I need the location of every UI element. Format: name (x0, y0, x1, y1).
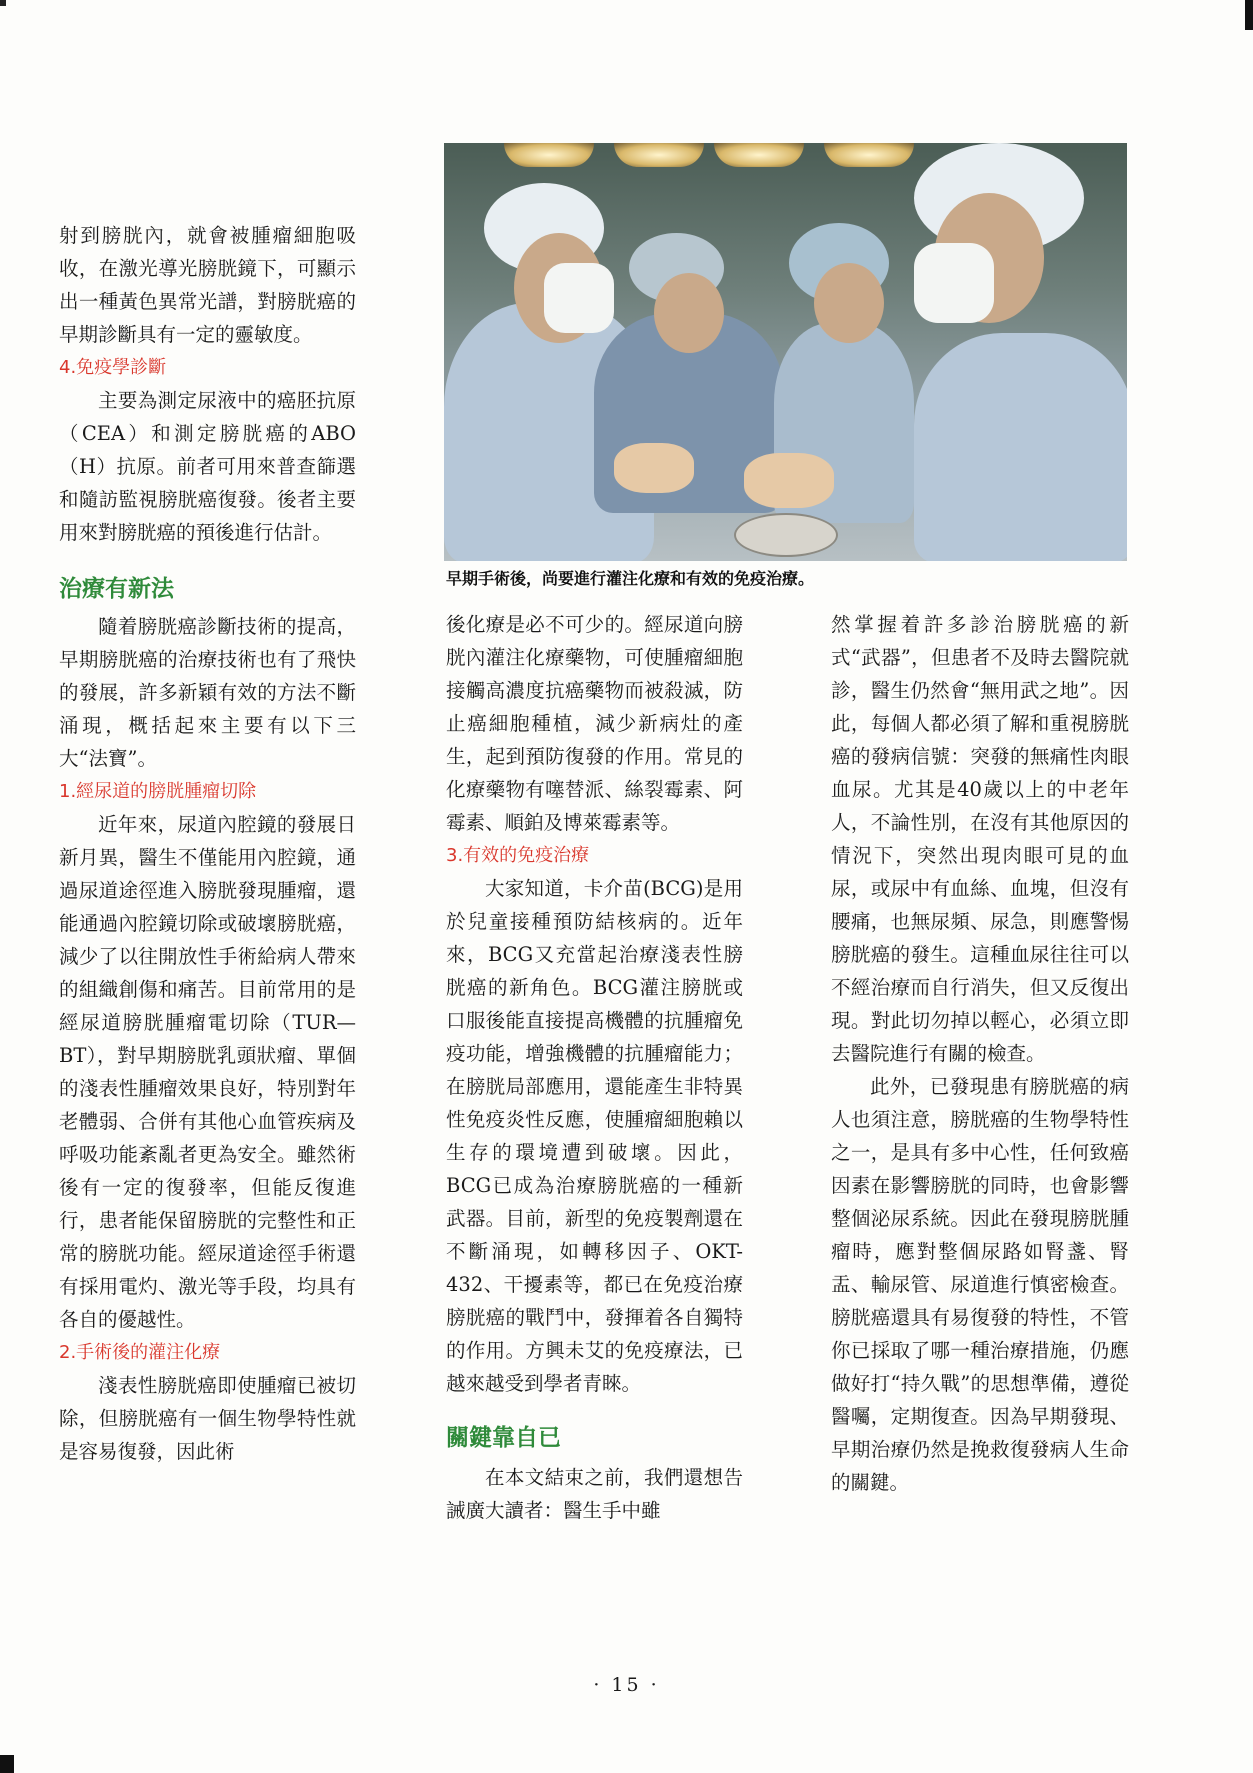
gloved-hand (744, 453, 834, 508)
instrument-tray (734, 513, 838, 557)
paragraph: 近年來，尿道內腔鏡的發展日新月異，醫生不僅能用內腔鏡，通過尿道途徑進入膀胱發現腫瘤，還能通過內腔鏡切除或破壞膀胱癌，減少了以往開放性手術給病人帶來的組織創傷和痛苦。目前常用的是經尿道膀胱腫瘤電切除（TUR—BT），對早期膀胱乳頭狀瘤、單個的淺表性腫瘤效果良好，特別對年老體弱、合併有其他心血管疾病及呼吸功能紊亂者更為安全。雖然術後有一定的復發率，但能反復進行，患者能保留膀胱的完整性和正常的膀胱功能。經尿道途徑手術還有採用電灼、激光等手段，均具有各自的優越性。 (59, 813, 356, 1331)
subheading-immunology-diagnosis: 4.免疫學診斷 (59, 357, 167, 378)
paragraph: 此外，已發現患有膀胱癌的病人也須注意，膀胱癌的生物學特性之一，是具有多中心性，任何致癌因素在影響膀胱的同時，也會影響整個泌尿系統。因此在發現膀胱腫瘤時，應對整個尿路如腎盞、腎盂、輸尿管、尿道進行慎密檢查。膀胱癌還具有易復發的特性，不管你已採取了哪一種治療措施，仍應做好打“持久戰”的思想準備，遵從醫囑，定期復查。因為早期發現、早期治療仍然是挽救復發病人生命的關鍵。 (831, 1075, 1129, 1494)
subheading-perfusion-chemotherapy: 2.手術後的灌注化療 (59, 1342, 221, 1363)
paragraph: 隨着膀胱癌診斷技術的提高，早期膀胱癌的治療技術也有了飛快的發展，許多新穎有效的方法不斷涌現，概括起來主要有以下三大“法寶”。 (59, 615, 356, 770)
paragraph: 主要為測定尿液中的癌胚抗原（CEA）和測定膀胱癌的ABO（H）抗原。前者可用來普查篩選和隨訪監視膀胱癌復發。後者主要用來對膀胱癌的預後進行估計。 (59, 389, 356, 544)
section-heading-new-treatments: 治療有新法 (59, 576, 174, 602)
surgeon-figure (544, 263, 614, 333)
gloved-hand (614, 443, 694, 493)
surgeon-figure (914, 243, 994, 323)
section-heading-key-is-self: 關鍵靠自已 (446, 1425, 561, 1451)
figure-caption: 早期手術後，尚要進行灌注化療和有效的免疫治療。 (446, 569, 815, 588)
column-right (831, 608, 1129, 1499)
scan-mark (1245, 0, 1253, 30)
scan-mark (0, 0, 6, 6)
paragraph: 然掌握着許多診治膀胱癌的新式“武器”，但患者不及時去醫院就診，醫生仍然會“無用武之地”。因此，每個人都必須了解和重視膀胱癌的發病信號：突發的無痛性肉眼血尿。尤其是40歲以上的中老年人，不論性別，在沒有其他原因的情況下，突然出現肉眼可見的血尿，或尿中有血絲、血塊，但沒有腰痛，也無尿頻、尿急，則應警惕膀胱癌的發生。這種血尿往往可以不經治療而自行消失，但又反復出現。對此切勿掉以輕心，必須立即去醫院進行有關的檢查。 (831, 613, 1129, 1065)
surgical-lamp (504, 143, 594, 167)
surgeon-figure (814, 263, 884, 343)
surgeon-figure (654, 273, 724, 353)
paragraph: 淺表性膀胱癌即使腫瘤已被切除，但膀胱癌有一個生物學特性就是容易復發，因此術 (59, 1374, 356, 1463)
column-left (59, 219, 356, 1468)
paragraph: 射到膀胱內，就會被腫瘤細胞吸收，在激光導光膀胱鏡下，可顯示出一種黃色異常光譜，對膀胱癌的早期診斷具有一定的靈敏度。 (59, 224, 356, 346)
surgical-lamp (824, 143, 914, 167)
paragraph: 在本文結束之前，我們還想告誡廣大讀者：醫生手中雖 (446, 1466, 743, 1522)
scan-mark (0, 1755, 14, 1773)
surgical-lamp (614, 143, 704, 167)
paragraph: 大家知道，卡介苗(BCG)是用於兒童接種預防結核病的。近年來，BCG又充當起治療淺表性膀胱癌的新角色。BCG灌注膀胱或口服後能直接提高機體的抗腫瘤免疫功能，增強機體的抗腫瘤能力；在膀胱局部應用，還能產生非特異性免疫炎性反應，使腫瘤細胞賴以生存的環境遭到破壞。因此，BCG已成為治療膀胱癌的一種新武器。目前，新型的免疫製劑還在不斷涌現，如轉移因子、OKT-432、干擾素等，都已在免疫治療膀胱癌的戰鬥中，發揮着各自獨特的作用。方興未艾的免疫療法，已越來越受到學者青睞。 (446, 877, 743, 1395)
column-middle (446, 608, 743, 1527)
surgeon-figure (914, 333, 1127, 561)
surgical-lamp (714, 143, 804, 167)
surgery-photo (444, 143, 1127, 561)
subheading-immunotherapy: 3.有效的免疫治療 (446, 845, 590, 866)
page-number: · 15 · (593, 1674, 660, 1696)
subheading-transurethral-resection: 1.經尿道的膀胱腫瘤切除 (59, 781, 257, 802)
paragraph: 後化療是必不可少的。經尿道向膀胱內灌注化療藥物，可使腫瘤細胞接觸高濃度抗癌藥物而被殺滅，防止癌細胞種植，減少新病灶的產生，起到預防復發的作用。常見的化療藥物有噻替派、絲裂霉素、阿霉素、順鉑及博萊霉素等。 (446, 613, 743, 834)
